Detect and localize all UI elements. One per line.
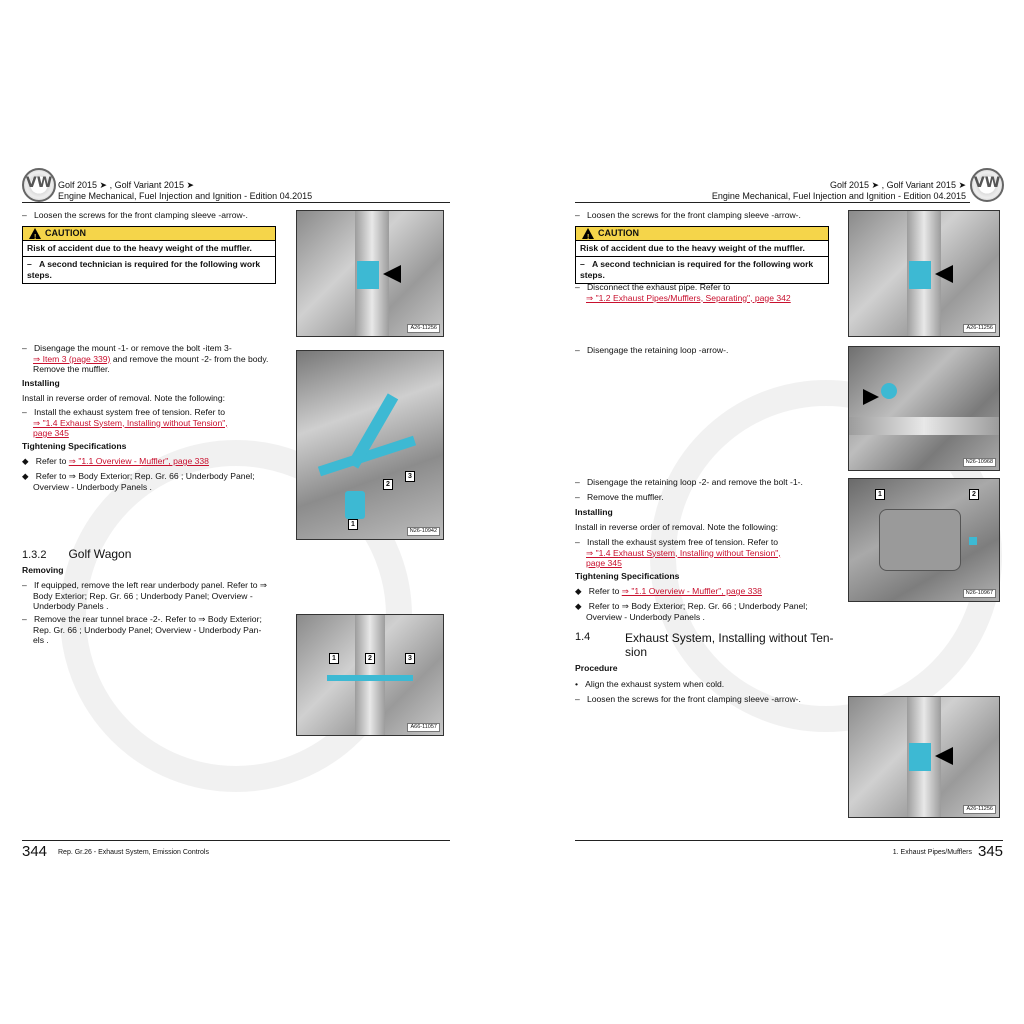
- left-figure-2: 1 2 3 N26-10942: [296, 350, 444, 540]
- left-step2: – Disengage the mount -1- or remove the bolt -item 3- ⇒ Item 3 (page 339) and remove the mount -2- from the body. Remove the muffler.: [22, 343, 269, 374]
- left-step4: – If equipped, remove the left rear underbody panel. Refer to ⇒ Body Exterior; Rep. Gr. 66 ; Underbody Panel; Overview - Underbody Panels .: [22, 580, 268, 611]
- left-page-number: 344: [22, 843, 48, 860]
- caution-line2: A second technician is required for the following work steps.: [580, 259, 814, 280]
- warning-icon: !: [29, 228, 41, 239]
- figure-code: N26-10968: [963, 458, 996, 467]
- left-installing-heading: Installing: [22, 378, 60, 388]
- link-page345[interactable]: page 345: [33, 428, 69, 438]
- right-caution-box: ! CAUTION Risk of accident due to the heavy weight of the muffler. – A second technician is required for the following work steps.: [575, 226, 829, 284]
- right-figure-2: [848, 346, 1000, 471]
- right-footer-text: 1. Exhaust Pipes/Mufflers: [892, 849, 972, 856]
- figure-code: A26-11256: [963, 324, 996, 333]
- caution-title: CAUTION: [598, 228, 639, 238]
- left-step1: – Loosen the screws for the front clamping sleeve -arrow-.: [22, 210, 248, 220]
- left-header-line2: Engine Mechanical, Fuel Injection and Ignition - Edition 04.2015: [58, 191, 313, 201]
- right-install-text: Install in reverse order of removal. Note the following:: [575, 522, 779, 532]
- figure-code: N26-10942: [407, 527, 440, 536]
- left-tightening-heading: Tightening Specifications: [22, 441, 127, 451]
- right-step6: – Install the exhaust system free of tension. Refer to ⇒ "1.4 Exhaust System, Installing without Tension", page 345: [575, 537, 781, 568]
- right-step2: – Disconnect the exhaust pipe. Refer to ⇒ "1.2 Exhaust Pipes/Mufflers, Separating", page 342: [575, 282, 791, 303]
- vw-logo-icon: VW: [22, 168, 56, 202]
- right-step7: • Align the exhaust system when cold.: [575, 679, 725, 689]
- link-1-4[interactable]: ⇒ "1.4 Exhaust System, Installing without Tension",: [33, 417, 228, 428]
- left-caution-box: ! CAUTION Risk of accident due to the heavy weight of the muffler. – A second technician is required for the following work steps.: [22, 226, 276, 284]
- left-header-line1: Golf 2015 ➤ , Golf Variant 2015 ➤: [58, 180, 194, 190]
- vw-logo-icon: VW: [970, 168, 1004, 202]
- right-tightening-heading: Tightening Specifications: [575, 571, 680, 581]
- right-header-line1: Golf 2015 ➤ , Golf Variant 2015 ➤: [830, 180, 966, 190]
- right-step3: – Disengage the retaining loop -arrow-.: [575, 345, 729, 355]
- right-section-heading: 1.4: [575, 631, 591, 643]
- left-step5: – Remove the rear tunnel brace -2-. Refer to ⇒ Body Exterior; Rep. Gr. 66 ; Underbody Panel; Overview - Underbody Pan- els .: [22, 614, 262, 645]
- caution-line1: Risk of accident due to the heavy weight of the muffler.: [580, 243, 805, 253]
- right-figure-4: [848, 696, 1000, 818]
- arrow-icon: [383, 265, 401, 283]
- left-removing-heading: Removing: [22, 565, 64, 575]
- left-footer-text: Rep. Gr.26 - Exhaust System, Emission Controls: [58, 849, 209, 856]
- warning-icon: !: [582, 228, 594, 239]
- arrow-icon: [935, 747, 953, 765]
- right-figure-3: 1 2 N26-10967: [848, 478, 1000, 602]
- link-1-1[interactable]: ⇒ "1.1 Overview - Muffler", page 338: [621, 586, 762, 596]
- link-1-1[interactable]: ⇒ "1.1 Overview - Muffler", page 338: [68, 456, 209, 466]
- left-spec2: ◆ Refer to ⇒ Body Exterior; Rep. Gr. 66 ; Underbody Panel; Overview - Underbody Panels .: [22, 471, 255, 492]
- arrow-icon: [935, 265, 953, 283]
- figure-code: A26-11256: [407, 324, 440, 333]
- left-install-text: Install in reverse order of removal. Note the following:: [22, 393, 226, 403]
- caution-title: CAUTION: [45, 228, 86, 238]
- left-spec1: ◆ Refer to ⇒ "1.1 Overview - Muffler", page 338: [22, 456, 209, 466]
- right-procedure-heading: Procedure: [575, 663, 618, 673]
- left-step3: – Install the exhaust system free of tension. Refer to ⇒ "1.4 Exhaust System, Installing without Tension", page 345: [22, 407, 228, 438]
- right-step4: – Disengage the retaining loop -2- and remove the bolt -1-.: [575, 477, 803, 487]
- right-spec1: ◆ Refer to ⇒ "1.1 Overview - Muffler", page 338: [575, 586, 762, 596]
- right-header-line2: Engine Mechanical, Fuel Injection and Ignition - Edition 04.2015: [711, 191, 966, 201]
- left-figure-3: 1 2 3 A66-11057: [296, 614, 444, 736]
- figure-code: A26-11256: [963, 805, 996, 814]
- figure-code: N26-10967: [963, 589, 996, 598]
- left-section-heading: 1.3.2 Golf Wagon: [22, 547, 132, 561]
- link-page345[interactable]: page 345: [586, 558, 622, 568]
- figure-code: A66-11057: [407, 723, 440, 732]
- left-figure-1: [296, 210, 444, 337]
- caution-line2: A second technician is required for the following work steps.: [27, 259, 261, 280]
- right-spec2: ◆ Refer to ⇒ Body Exterior; Rep. Gr. 66 ; Underbody Panel; Overview - Underbody Panels .: [575, 601, 808, 622]
- right-installing-heading: Installing: [575, 507, 613, 517]
- left-footer-rule: [22, 840, 450, 841]
- link-1-4[interactable]: ⇒ "1.4 Exhaust System, Installing without Tension",: [586, 547, 781, 558]
- right-step8: – Loosen the screws for the front clamping sleeve -arrow-.: [575, 694, 801, 704]
- right-step1: – Loosen the screws for the front clamping sleeve -arrow-.: [575, 210, 801, 220]
- caution-line1: Risk of accident due to the heavy weight of the muffler.: [27, 243, 252, 253]
- right-header-rule: [575, 202, 970, 203]
- right-section-title: Exhaust System, Installing without Ten- sion: [625, 631, 834, 659]
- arrow-icon: [863, 389, 879, 405]
- right-step5: – Remove the muffler.: [575, 492, 664, 502]
- link-1-2[interactable]: ⇒ "1.2 Exhaust Pipes/Mufflers, Separating", page 342: [586, 292, 791, 303]
- right-figure-1: [848, 210, 1000, 337]
- link-item3[interactable]: ⇒ Item 3 (page 339): [33, 353, 111, 364]
- right-footer-rule: [575, 840, 1003, 841]
- left-header-rule: [22, 202, 450, 203]
- right-page-number: 345: [978, 843, 1004, 860]
